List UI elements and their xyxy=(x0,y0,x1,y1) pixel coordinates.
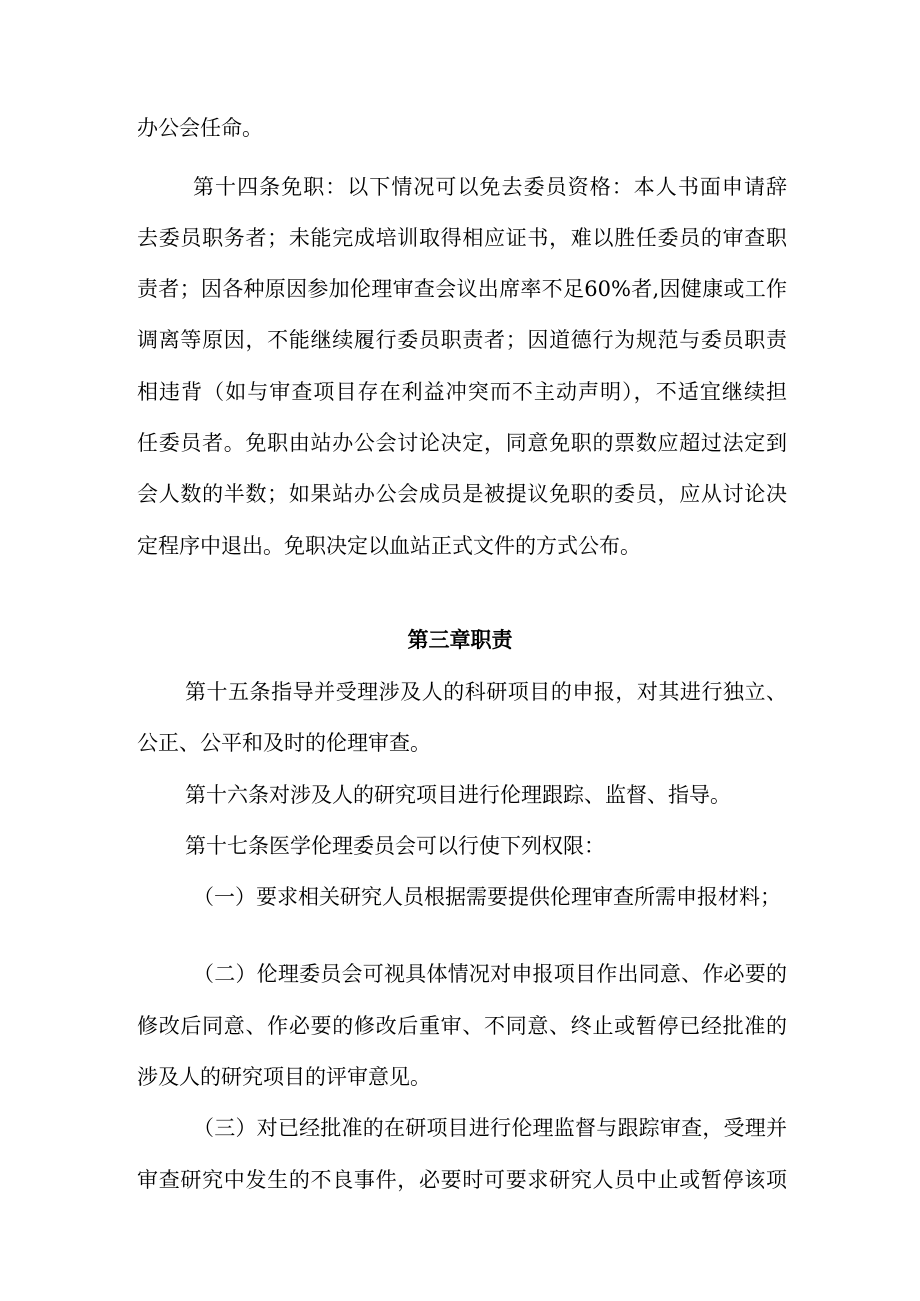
paragraph-line: （一）要求相关研究人员根据需要提供伦理审查所需申报材料； xyxy=(193,885,781,909)
chapter-heading: 第三章职责 xyxy=(407,628,513,652)
paragraph-line: 涉及人的研究项目的评审意见。 xyxy=(137,1065,431,1089)
paragraph-line: 第十七条医学伦理委员会可以行使下列权限： xyxy=(185,834,605,858)
paragraph-line: 修改后同意、作必要的修改后重审、不同意、终止或暂停已经批准的 xyxy=(137,1014,787,1038)
paragraph-line: 责者；因各种原因参加伦理审查会议出席率不足60%者,因健康或工作 xyxy=(137,277,787,301)
paragraph-line: 会人数的半数；如果站办公会成员是被提议免职的委员，应从讨论决 xyxy=(137,482,787,506)
paragraph-line: 公正、公平和及时的伦理审查。 xyxy=(137,731,431,755)
paragraph-line: （二）伦理委员会可视具体情况对申报项目作出同意、作必要的 xyxy=(193,962,787,986)
paragraph-line: 第十四条免职：以下情况可以免去委员资格：本人书面申请辞 xyxy=(193,175,787,199)
paragraph-line: 任委员者。免职由站办公会讨论决定，同意免职的票数应超过法定到 xyxy=(137,431,787,455)
paragraph-line: （三）对已经批准的在研项目进行伦理监督与跟踪审查，受理并 xyxy=(193,1116,787,1140)
paragraph-line: 相违背（如与审查项目存在利益冲突而不主动声明），不适宜继续担 xyxy=(137,380,787,404)
paragraph-line: 去委员职务者；未能完成培训取得相应证书，难以胜任委员的审查职 xyxy=(137,226,787,250)
paragraph-line: 第十六条对涉及人的研究项目进行伦理跟踪、监督、指导。 xyxy=(185,783,731,807)
paragraph-line: 定程序中退出。免职决定以血站正式文件的方式公布。 xyxy=(137,534,641,558)
paragraph-line: 办公会任命。 xyxy=(137,116,263,140)
paragraph-line: 审查研究中发生的不良事件，必要时可要求研究人员中止或暂停该项 xyxy=(137,1168,787,1192)
paragraph-line: 第十五条指导并受理涉及人的科研项目的申报，对其进行独立、 xyxy=(185,680,787,704)
paragraph-line: 调离等原因，不能继续履行委员职责者；因道德行为规范与委员职责 xyxy=(137,328,787,352)
